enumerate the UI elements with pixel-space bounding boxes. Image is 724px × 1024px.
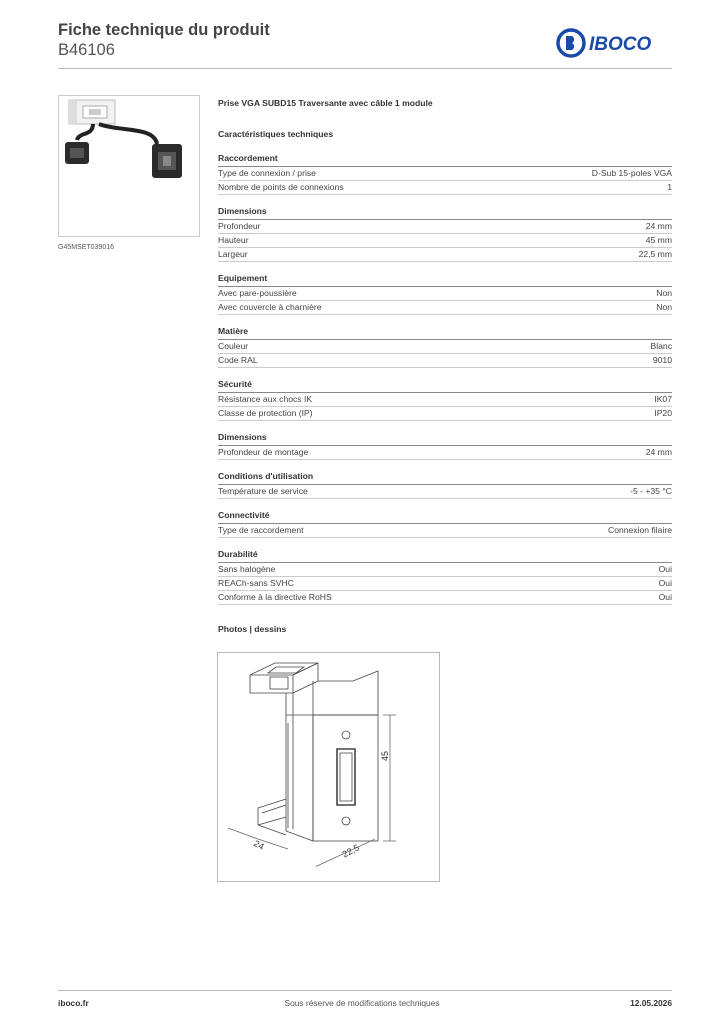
spec-value: IK07 (654, 394, 672, 404)
section-title: Raccordement (218, 153, 672, 167)
spec-label: REACh-sans SVHC (218, 578, 294, 588)
spec-content (218, 97, 672, 635)
spec-row (218, 577, 672, 591)
iboco-logo (556, 28, 672, 58)
spec-section (218, 471, 672, 499)
dim-width-label: 22,5 (340, 842, 361, 860)
spec-value: Blanc (650, 341, 672, 351)
spec-section (218, 326, 672, 368)
spec-row (218, 167, 672, 181)
section-title: Sécurité (218, 379, 672, 393)
spec-row (218, 248, 672, 262)
footer-divider (58, 990, 672, 991)
spec-row (218, 485, 672, 499)
footer-website-link[interactable]: iboco.fr (58, 998, 89, 1008)
spec-label: Profondeur (218, 221, 261, 231)
spec-value: Non (656, 288, 672, 298)
header-divider (58, 68, 672, 69)
photo-caption: G45MSET039016 (58, 244, 115, 251)
spec-label: Classe de protection (IP) (218, 408, 313, 418)
spec-value: -5 - +35 °C (630, 486, 672, 496)
spec-row (218, 220, 672, 234)
spec-label: Largeur (218, 249, 248, 259)
spec-value: D-Sub 15-poles VGA (591, 168, 672, 178)
photos-title: Photos | dessins (218, 624, 287, 634)
logo-text: IBOCO (589, 34, 652, 55)
spec-label: Hauteur (218, 235, 249, 245)
spec-label: Type de raccordement (218, 525, 304, 535)
spec-value: 9010 (652, 355, 672, 365)
spec-row (218, 234, 672, 248)
spec-label: Code RAL (218, 355, 258, 365)
spec-value: Oui (658, 564, 672, 574)
spec-section (218, 432, 672, 460)
spec-label: Couleur (218, 341, 249, 351)
spec-row (218, 407, 672, 421)
spec-row (218, 340, 672, 354)
spec-value: Oui (658, 578, 672, 588)
spec-value: 1 (667, 182, 672, 192)
spec-row (218, 524, 672, 538)
spec-row (218, 446, 672, 460)
spec-section (218, 206, 672, 262)
spec-label: Nombre de points de connexions (218, 182, 344, 192)
spec-row (218, 181, 672, 195)
tech-heading: Caractéristiques techniques (218, 129, 334, 139)
spec-section (218, 153, 672, 195)
spec-value: Non (656, 302, 672, 312)
section-title: Conditions d'utilisation (218, 471, 672, 485)
product-reference: B46106 (58, 41, 115, 59)
spec-value: IP20 (654, 408, 672, 418)
spec-value: Oui (658, 592, 672, 602)
section-title: Connectivité (218, 510, 672, 524)
footer-date: 12.05.2026 (630, 998, 672, 1008)
spec-section (218, 379, 672, 421)
spec-label: Résistance aux chocs IK (218, 394, 313, 404)
product-photo (58, 95, 200, 237)
footer-disclaimer: Sous réserve de modifications techniques (284, 998, 440, 1008)
technical-drawing (217, 652, 440, 882)
spec-row (218, 563, 672, 577)
vga-cable-image (59, 96, 199, 236)
page-header (58, 20, 270, 60)
spec-section (218, 510, 672, 538)
section-title: Dimensions (218, 206, 672, 220)
spec-value: Connexion filaire (607, 525, 672, 535)
spec-label: Température de service (218, 486, 308, 496)
section-title: Matière (218, 326, 672, 340)
page-title: Fiche technique du produit (58, 21, 270, 39)
spec-row (218, 287, 672, 301)
spec-row (218, 301, 672, 315)
spec-value: 45 mm (645, 235, 672, 245)
spec-value: 24 mm (645, 447, 672, 457)
spec-row (218, 591, 672, 605)
dim-height-label: 45 (380, 750, 391, 762)
spec-section (218, 273, 672, 315)
product-name: Prise VGA SUBD15 Traversante avec câble 1 module (218, 98, 433, 108)
spec-label: Type de connexion / prise (218, 168, 316, 178)
spec-value: 22,5 mm (638, 249, 672, 259)
spec-label: Profondeur de montage (218, 447, 309, 457)
spec-row (218, 354, 672, 368)
section-title: Durabilité (218, 549, 672, 563)
spec-label: Conforme à la directive RoHS (218, 592, 332, 602)
dim-depth-label: 24 (252, 838, 266, 852)
section-title: Dimensions (218, 432, 672, 446)
spec-row (218, 393, 672, 407)
spec-label: Avec couvercle à charnière (218, 302, 322, 312)
section-title: Equipement (218, 273, 672, 287)
spec-value: 24 mm (645, 221, 672, 231)
spec-label: Avec pare-poussière (218, 288, 297, 298)
spec-label: Sans halogène (218, 564, 276, 574)
spec-section (218, 549, 672, 605)
